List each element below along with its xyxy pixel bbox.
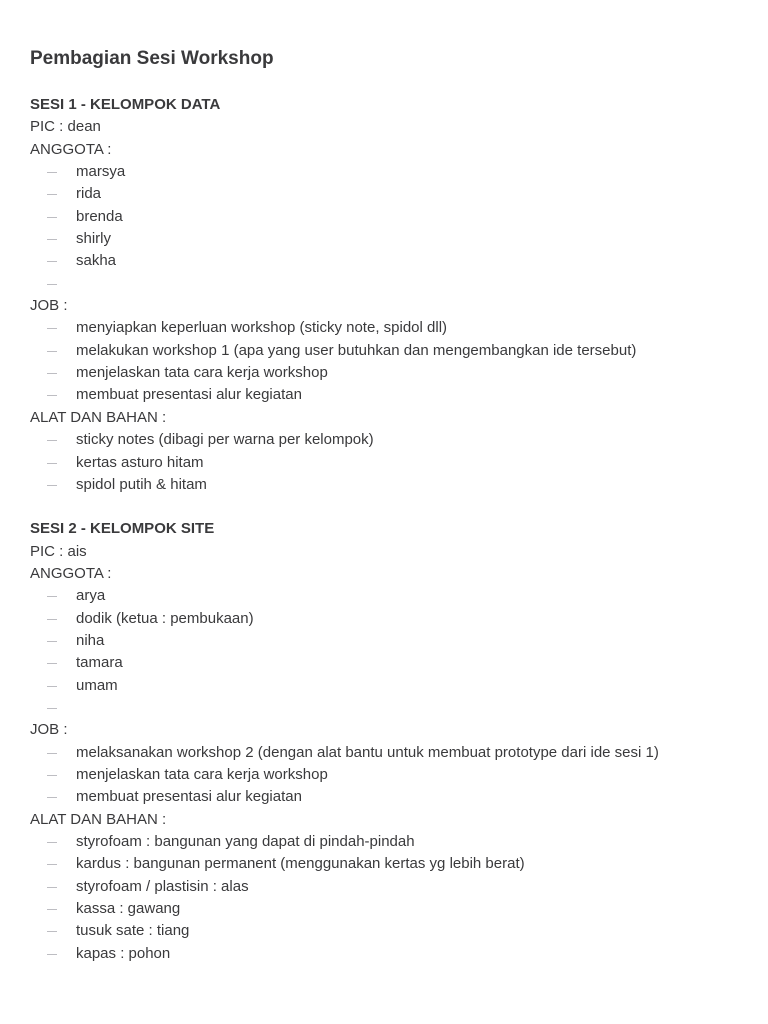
list-item-text: menyiapkan keperluan workshop (sticky note, spidol dll) (76, 319, 448, 337)
list-item[interactable] (30, 697, 738, 719)
session-section-2 (30, 518, 738, 965)
list-item-text: brenda (76, 207, 123, 225)
list-item-text: melaksanakan workshop 2 (dengan alat bantu untuk membuat prototype dari ide sesi 1) (76, 743, 659, 761)
members-label[interactable]: ANGGOTA : (30, 564, 112, 582)
members-label[interactable]: ANGGOTA : (30, 140, 112, 158)
list-item-text: kertas asturo hitam (76, 453, 204, 471)
dash-bullet-icon (47, 596, 57, 597)
list-item[interactable] (30, 250, 738, 272)
session-section-1 (30, 94, 738, 496)
list-item[interactable] (30, 340, 738, 362)
list-item[interactable] (30, 585, 738, 607)
list-item[interactable] (30, 608, 738, 630)
sessions-container (30, 94, 738, 965)
members-list (30, 585, 738, 719)
members-list (30, 161, 738, 295)
job-label[interactable]: JOB : (30, 297, 68, 315)
dash-bullet-icon (47, 217, 57, 218)
list-item-text: niha (76, 631, 105, 649)
dash-bullet-icon (47, 619, 57, 620)
dash-bullet-icon (47, 395, 57, 396)
list-item-text: membuat presentasi alur kegiatan (76, 788, 302, 806)
list-item-text: kardus : bangunan permanent (menggunakan kertas yg lebih berat) (76, 855, 525, 873)
dash-bullet-icon (47, 284, 57, 285)
list-item[interactable] (30, 764, 738, 786)
list-item-text: dodik (ketua : pembukaan) (76, 609, 254, 627)
dash-bullet-icon (47, 775, 57, 776)
list-item[interactable] (30, 452, 738, 474)
list-item-text: membuat presentasi alur kegiatan (76, 386, 302, 404)
list-item[interactable] (30, 876, 738, 898)
list-item-text: arya (76, 587, 106, 605)
list-item[interactable] (30, 742, 738, 764)
list-item[interactable] (30, 228, 738, 250)
list-item-text: menjelaskan tata cara kerja workshop (76, 765, 328, 783)
materials-label[interactable]: ALAT DAN BAHAN : (30, 810, 167, 828)
list-item[interactable] (30, 183, 738, 205)
dash-bullet-icon (47, 351, 57, 352)
materials-list (30, 429, 738, 496)
jobs-list (30, 317, 738, 406)
list-item-text: tusuk sate : tiang (76, 922, 190, 940)
list-item[interactable] (30, 362, 738, 384)
list-item[interactable] (30, 920, 738, 942)
list-item[interactable] (30, 853, 738, 875)
list-item-text: menjelaskan tata cara kerja workshop (76, 364, 328, 382)
list-item-text: melakukan workshop 1 (apa yang user butuhkan dan mengembangkan ide tersebut) (76, 341, 637, 359)
dash-bullet-icon (47, 663, 57, 664)
list-item[interactable] (30, 943, 738, 965)
list-item[interactable] (30, 384, 738, 406)
list-item[interactable] (30, 273, 738, 295)
dash-bullet-icon (47, 440, 57, 441)
dash-bullet-icon (47, 239, 57, 240)
list-item[interactable] (30, 898, 738, 920)
dash-bullet-icon (47, 328, 57, 329)
list-item[interactable] (30, 474, 738, 496)
pic-line[interactable]: PIC : dean (30, 118, 101, 136)
dash-bullet-icon (47, 708, 57, 709)
list-item-text: tamara (76, 654, 123, 672)
session-heading[interactable]: SESI 1 - KELOMPOK DATA (30, 96, 221, 113)
note-title[interactable]: Pembagian Sesi Workshop (30, 48, 274, 69)
dash-bullet-icon (47, 641, 57, 642)
materials-list (30, 831, 738, 965)
list-item-text: styrofoam : bangunan yang dapat di pindah-pindah (76, 833, 415, 850)
list-item-text: marsya (76, 163, 126, 181)
dash-bullet-icon (47, 485, 57, 486)
dash-bullet-icon (47, 463, 57, 464)
list-item-text: kassa : gawang (76, 900, 181, 918)
list-item[interactable] (30, 317, 738, 339)
list-item[interactable] (30, 161, 738, 183)
materials-label[interactable]: ALAT DAN BAHAN : (30, 408, 167, 426)
dash-bullet-icon (47, 864, 57, 865)
dash-bullet-icon (47, 373, 57, 374)
pic-line[interactable]: PIC : ais (30, 542, 87, 560)
list-item[interactable] (30, 206, 738, 228)
dash-bullet-icon (47, 172, 57, 173)
dash-bullet-icon (47, 909, 57, 910)
dash-bullet-icon (47, 686, 57, 687)
dash-bullet-icon (47, 753, 57, 754)
dash-bullet-icon (47, 887, 57, 888)
list-item[interactable] (30, 786, 738, 808)
list-item[interactable] (30, 630, 738, 652)
list-item-text: rida (76, 185, 102, 203)
list-item-text: spidol putih & hitam (76, 475, 207, 493)
dash-bullet-icon (47, 797, 57, 798)
list-item-text: umam (76, 676, 118, 694)
dash-bullet-icon (47, 931, 57, 932)
list-item[interactable] (30, 429, 738, 451)
list-item-text: sakha (76, 252, 117, 270)
dash-bullet-icon (47, 954, 57, 955)
dash-bullet-icon (47, 194, 57, 195)
jobs-list (30, 742, 738, 809)
list-item[interactable] (30, 675, 738, 697)
list-item-text: shirly (76, 230, 112, 248)
job-label[interactable]: JOB : (30, 721, 68, 739)
list-item-text: kapas : pohon (76, 944, 171, 962)
dash-bullet-icon (47, 842, 57, 843)
session-heading[interactable]: SESI 2 - KELOMPOK SITE (30, 520, 215, 538)
list-item[interactable] (30, 652, 738, 674)
dash-bullet-icon (47, 261, 57, 262)
list-item[interactable] (30, 831, 738, 853)
list-item-text: sticky notes (dibagi per warna per kelompok) (76, 431, 374, 449)
list-item-text: styrofoam / plastisin : alas (76, 877, 249, 895)
